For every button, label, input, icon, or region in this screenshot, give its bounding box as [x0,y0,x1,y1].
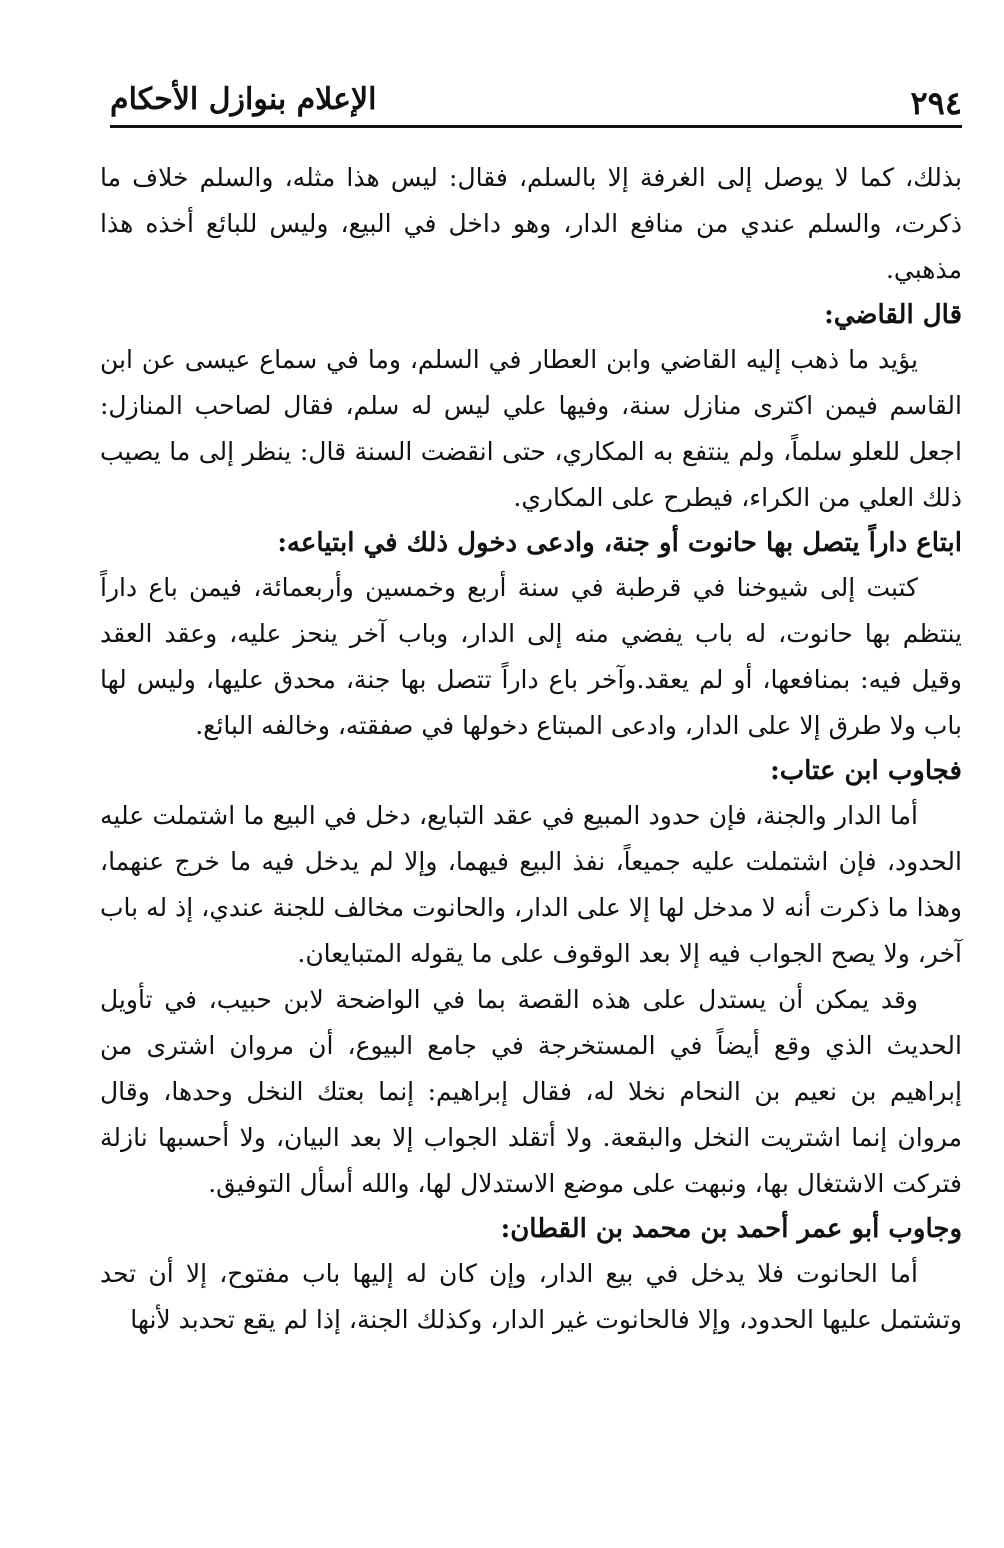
section-heading: فجاوب ابن عتاب: [770,756,962,786]
paragraph: وقد يمكن أن يستدل على هذه القصة بما في الواضحة لابن حبيب، في تأويل الحديث الذي وقع أيضاً في المستخرجة في جامع البيوع، أن مروان اشترى من إبراهيم بن نعيم بن النحام نخلا له، فقال إبراهيم: إنما بعتك النخل وحدها، وقال مروان إنما اشتريت النخل والبقعة. ولا أتقلد الجواب إلا بعد البيان، ولا أحسبها نازلة فتركت الاشتغال بها، ونبهت على موضع الاستدلال لها، والله أسأل التوفيق. [100,985,962,1198]
paragraph-continuation: بذلك، كما لا يوصل إلى الغرفة إلا بالسلم، فقال: ليس هذا مثله، والسلم خلاف ما ذكرت، والسلم عندي من منافع الدار، وهو داخل في البيع، وليس للبائع أخذه هذا مذهبي. [100,163,962,284]
running-title: الإعلام بنوازل الأحكام [110,82,377,117]
paragraph: أما الدار والجنة، فإن حدود المبيع في عقد التبايع، دخل في البيع ما اشتملت عليه الحدود، فإن اشتملت عليه جميعاً، نفذ البيع فيهما، وإلا لم يدخل فيه ما خرج عنهما، وهذا ما ذكرت أنه لا مدخل لها إلا على الدار، والحانوت مخالف للجنة عندي، إذ له باب آخر، ولا يصح الجواب فيه إلا بعد الوقوف على ما يقوله المتبايعان. [100,801,962,968]
section-heading: وجاوب أبو عمر أحمد بن محمد بن القطان: [500,1214,962,1244]
paragraph: أما الحانوت فلا يدخل في بيع الدار، وإن كان له إليها باب مفتوح، إلا أن تحد وتشتمل عليها الحدود، وإلا فالحانوت غير الدار، وكذلك الجنة، إذا لم يقع تحدبد لأنها [100,1259,962,1334]
page-body [100,155,962,1343]
paragraph: كتبت إلى شيوخنا في قرطبة في سنة أربع وخمسين وأربعمائة، فيمن باع داراً ينتظم بها حانوت، له باب يفضي منه إلى الدار، وباب آخر ينحز عليه، وعقد العقد وقيل فيه: بمنافعها، أو لم يعقد.وآخر باع داراً تتصل بها جنة، محدق عليها، وليس لها باب ولا طرق إلا على الدار، وادعى المبتاع دخولها في صفقته، وخالفه البائع. [100,573,962,740]
paragraph: يؤيد ما ذهب إليه القاضي وابن العطار في السلم، وما في سماع عيسى عن ابن القاسم فيمن اكترى منازل سنة، وفيها علي ليس له سلم، فقال لصاحب المنازل: اجعل للعلو سلماً، ولم ينتفع به المكاري، حتى انقضت السنة قال: ينظر إلى ما يصيب ذلك العلي من الكراء، فيطرح على المكاري. [100,345,962,512]
page-number: ٢٩٤ [910,84,962,122]
section-heading: قال القاضي: [824,300,962,330]
page-header [110,70,962,128]
section-heading: ابتاع داراً يتصل بها حانوت أو جنة، وادعى دخول ذلك في ابتياعه: [277,528,962,558]
